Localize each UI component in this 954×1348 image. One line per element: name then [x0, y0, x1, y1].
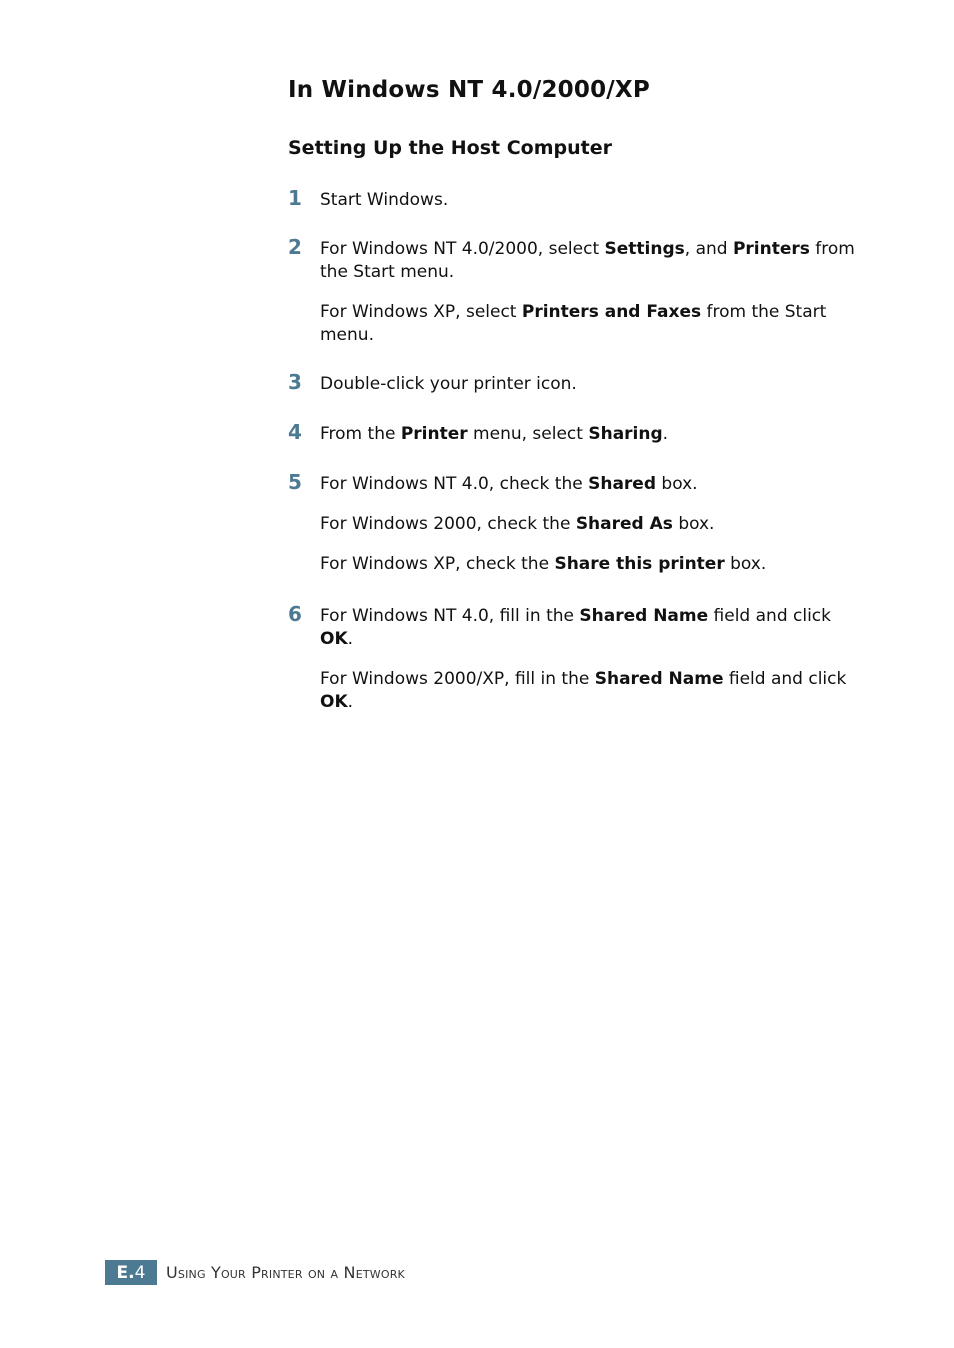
ui-term: OK — [320, 629, 348, 649]
step-body — [288, 473, 858, 576]
step-body — [288, 605, 858, 714]
section-title: Setting Up the Host Computer — [288, 137, 612, 159]
step-body — [288, 189, 858, 212]
step-number: 2 — [288, 235, 302, 259]
text-run: menu, select — [467, 424, 589, 444]
step-paragraph — [320, 373, 858, 396]
text-run: . — [347, 629, 354, 649]
text-run: For Windows XP, select — [320, 302, 522, 322]
step-number: 6 — [288, 602, 302, 626]
text-run: field and click — [723, 669, 847, 689]
text-run: box. — [724, 554, 767, 574]
ui-term: Share this printer — [554, 554, 725, 574]
text-run: box. — [656, 474, 698, 494]
text-run: Double-click your printer icon. — [320, 374, 577, 394]
text-run: From the — [320, 424, 401, 444]
step-6 — [288, 602, 858, 731]
step-paragraph — [320, 301, 858, 347]
text-run: For Windows 2000, check the — [320, 514, 576, 534]
step-3 — [288, 370, 858, 413]
step-body — [288, 423, 858, 446]
step-paragraph — [320, 473, 858, 496]
step-number: 4 — [288, 420, 302, 444]
step-4 — [288, 420, 858, 463]
text-run: . — [662, 424, 669, 444]
page-footer — [105, 1260, 405, 1285]
ui-term: Printers — [732, 239, 810, 259]
text-run: For Windows NT 4.0, fill in the — [320, 606, 580, 626]
step-number: 1 — [288, 186, 302, 210]
step-paragraph — [320, 605, 858, 651]
text-run: For Windows NT 4.0/2000, select — [320, 239, 605, 259]
step-paragraph — [320, 668, 858, 714]
step-2 — [288, 235, 858, 364]
ui-term: Shared Name — [594, 669, 724, 689]
footer-chapter-title: Using Your Printer on a Network — [166, 1263, 405, 1282]
ui-term: Shared Name — [579, 606, 709, 626]
text-run: from the Start menu. — [320, 239, 855, 282]
text-run: . — [347, 692, 354, 712]
text-run: For Windows NT 4.0, check the — [320, 474, 589, 494]
step-number: 5 — [288, 470, 302, 494]
text-run: , and — [684, 239, 733, 259]
page-title: In Windows NT 4.0/2000/XP — [288, 77, 650, 103]
ui-term: Printers and Faxes — [521, 302, 702, 322]
step-paragraph — [320, 238, 858, 284]
ui-term: Printer — [400, 424, 468, 444]
appendix-letter: E. — [116, 1262, 135, 1283]
step-1 — [288, 186, 858, 229]
ui-term: Shared As — [575, 514, 673, 534]
step-paragraph — [320, 189, 858, 212]
step-paragraph — [320, 553, 858, 576]
ui-term: Sharing — [588, 424, 663, 444]
ui-term: OK — [320, 692, 348, 712]
ui-term: Settings — [604, 239, 685, 259]
text-run: box. — [672, 514, 715, 534]
step-number: 3 — [288, 370, 302, 394]
step-5 — [288, 470, 858, 593]
page-number: 4 — [134, 1262, 146, 1283]
step-paragraph — [320, 513, 858, 536]
text-run: For Windows 2000/XP, fill in the — [320, 669, 595, 689]
page-number-badge — [105, 1260, 157, 1285]
ui-term: Shared — [588, 474, 656, 494]
text-run: Start Windows. — [320, 190, 449, 210]
text-run: field and click — [708, 606, 832, 626]
text-run: For Windows XP, check the — [320, 554, 555, 574]
text-run: from the Start menu. — [320, 302, 827, 345]
step-body — [288, 373, 858, 396]
step-body — [288, 238, 858, 347]
step-paragraph — [320, 423, 858, 446]
